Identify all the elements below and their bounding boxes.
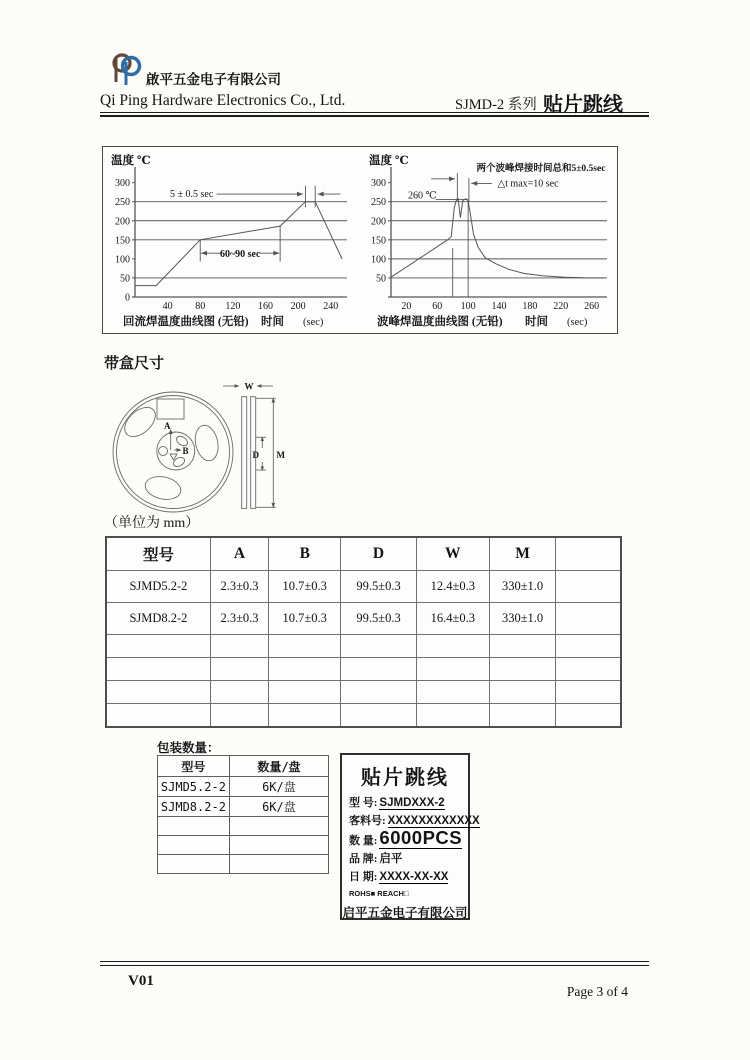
svg-text:时间: 时间 [261,316,284,328]
dimension-table-cell: SJMD8.2-2 [106,603,210,635]
dimension-table-cell [416,635,489,658]
svg-text:两个波峰焊接时间总和5±0.5sec: 两个波峰焊接时间总和5±0.5sec [476,164,606,175]
dimension-table-cell [210,635,268,658]
version-label: V01 [128,973,154,989]
packing-table-header-row [158,756,329,777]
svg-text:40: 40 [162,301,173,312]
packing-section-title: 包装数量： [157,740,220,755]
dimension-table-cell [269,681,341,704]
packing-table-header-cell: 数量/盘 [229,756,328,777]
reel-dim-a-label: A [164,421,171,431]
dimension-table-cell [556,681,621,704]
svg-text:波峰焊温度曲线图 (无铅): 波峰焊温度曲线图 (无铅) [377,316,503,328]
dimension-table-cell [106,704,210,728]
dimension-table-header-cell: M [489,537,555,571]
dimension-table-cell [489,681,555,704]
svg-text:0: 0 [125,292,130,304]
svg-text:200: 200 [115,216,130,228]
dimension-table-cell [210,681,268,704]
dimension-table-cell: SJMD5.2-2 [106,571,210,603]
svg-text:60: 60 [432,301,443,312]
packing-table-cell: 6K/盘 [229,777,328,797]
label-field-row [349,827,463,848]
svg-text:260 ℃: 260 ℃ [407,190,437,202]
svg-text:300: 300 [115,178,130,190]
svg-text:250: 250 [371,197,386,209]
dimension-table-cell [210,658,268,681]
label-field-value: SJMDXXX-2 [379,797,445,809]
reel-dim-m-label: M [276,450,285,460]
dimension-table-cell [341,658,416,681]
dimension-table-cell [416,704,489,728]
packing-table-cell [158,836,230,855]
svg-text:时间: 时间 [525,316,548,328]
dimension-table-cell [269,658,341,681]
dimension-table-header-cell: A [210,537,268,571]
reel-dim-w-label: W [244,381,254,392]
svg-text:(sec): (sec) [567,317,588,328]
dimension-table-cell [106,681,210,704]
dimension-table-cell [556,704,621,728]
dimension-table-cell: 2.3±0.3 [210,571,268,603]
packing-table [157,755,329,874]
svg-text:80: 80 [195,301,206,312]
dimension-table-cell [489,658,555,681]
label-field-key: 客料号: [349,815,386,827]
dimension-table-cell [269,704,341,728]
dimension-table-header-cell: W [416,537,489,571]
dimension-table-cell [556,658,621,681]
reflow-profile-chart [103,149,355,331]
reel-dim-b-label: B [182,446,189,456]
svg-text:100: 100 [460,301,476,312]
dimension-table-row [106,681,621,704]
product-title: 贴片跳线 [543,92,623,116]
label-field-value: XXXX-XX-XX [379,871,449,883]
svg-text:260: 260 [584,301,600,312]
label-field-row [349,795,461,810]
dimension-table-cell [210,704,268,728]
dimension-table-row [106,658,621,681]
svg-text:温度 ℃: 温度 ℃ [111,155,151,167]
svg-text:回流焊温度曲线图 (无铅): 回流焊温度曲线图 (无铅) [123,316,249,328]
dimension-table-header-cell [556,537,621,571]
label-field-value: 6000PCS [379,827,463,848]
label-field-key: 型 号: [349,797,378,809]
svg-text:50: 50 [120,273,130,285]
dimension-table-cell: 330±1.0 [489,603,555,635]
packing-table-row [158,836,329,855]
svg-text:160: 160 [257,301,273,312]
svg-text:120: 120 [225,301,241,312]
svg-text:300: 300 [371,178,386,190]
dimension-table-cell [341,635,416,658]
svg-text:180: 180 [522,301,538,312]
dimension-table-cell [556,571,621,603]
footer-rule [100,961,649,966]
soldering-charts-panel [102,146,618,334]
dimension-table-cell [106,635,210,658]
packing-table-row [158,777,329,797]
dimension-table-cell: 99.5±0.3 [341,571,416,603]
label-company: 启平五金电子有限公司 [342,906,468,920]
label-title: 贴片跳线 [361,767,449,789]
label-field-key: 日 期: [349,871,378,883]
label-field-row [349,869,461,884]
svg-text:5 ± 0.5 sec: 5 ± 0.5 sec [170,189,214,201]
svg-text:150: 150 [371,235,386,247]
packing-table-cell [158,817,230,836]
reel-dimension-drawing [110,378,295,514]
header-rule [100,112,649,117]
section-title-tape-reel: 带盒尺寸 [104,354,165,372]
packing-table-cell [229,836,328,855]
page-number: Page 3 of 4 [566,984,628,999]
dimension-table-cell [416,658,489,681]
series-name: SJMD-2 系列 [455,97,537,113]
packing-table-cell [229,817,328,836]
svg-text:温度 ℃: 温度 ℃ [369,155,409,167]
svg-text:140: 140 [491,301,507,312]
packing-table-cell [229,855,328,874]
label-field-key: 品 牌: [349,853,378,865]
svg-text:150: 150 [115,235,130,247]
svg-text:240: 240 [323,301,339,312]
svg-text:200: 200 [371,216,386,228]
svg-text:(sec): (sec) [303,317,324,328]
company-logo [106,47,146,87]
svg-text:200: 200 [290,301,306,312]
dimension-table-row [106,635,621,658]
label-field-row [349,851,461,866]
dimension-table-cell: 12.4±0.3 [416,571,489,603]
svg-text:100: 100 [371,254,386,266]
packing-table-cell: 6K/盘 [229,797,328,817]
dimension-table-cell: 16.4±0.3 [416,603,489,635]
packing-table-cell [158,855,230,874]
dimension-table-cell [341,681,416,704]
svg-text:△t max=10 sec: △t max=10 sec [497,178,559,190]
dimension-table-row [106,571,621,603]
label-field-value: XXXXXXXXXXXX [387,815,480,827]
dimension-table-cell [489,635,555,658]
dimension-table-header-cell: D [341,537,416,571]
svg-text:220: 220 [553,301,569,312]
svg-text:250: 250 [115,197,130,209]
dimension-table-cell: 10.7±0.3 [269,603,341,635]
dimension-table-row [106,704,621,728]
dimension-table-header-cell: B [269,537,341,571]
packing-table-cell: SJMD5.2-2 [158,777,230,797]
dimension-table-header-row [106,537,621,571]
packing-table-row [158,797,329,817]
dimension-table-cell [341,704,416,728]
dimension-table-cell: 99.5±0.3 [341,603,416,635]
svg-text:20: 20 [401,301,412,312]
label-field-row [349,813,480,828]
company-name-cn: 啟平五金电子有限公司 [146,72,281,88]
dimension-table-header-cell: 型号 [106,537,210,571]
label-field-value: 启平 [379,853,403,865]
svg-text:100: 100 [115,254,130,266]
dimension-table-cell: 330±1.0 [489,571,555,603]
reel-dim-d-label: D [252,450,259,460]
dimension-table-row [106,603,621,635]
dimension-table-cell [556,603,621,635]
label-compliance: ROHS■ REACH□ [349,889,409,898]
packing-table-cell: SJMD8.2-2 [158,797,230,817]
wave-profile-chart [361,149,613,331]
dimension-table-cell [489,704,555,728]
dimension-table-cell [269,635,341,658]
label-field-key: 数 量: [349,835,378,847]
dimension-table-cell [556,635,621,658]
unit-note: （单位为 mm） [104,516,200,531]
label-fields [342,790,480,884]
svg-text:60~90 sec: 60~90 sec [219,248,261,260]
dimension-table-cell [416,681,489,704]
packing-table-header-cell: 型号 [158,756,230,777]
packing-table-row [158,817,329,836]
dimension-table-cell: 10.7±0.3 [269,571,341,603]
dimension-table-cell [106,658,210,681]
dimension-table [105,536,622,728]
svg-text:50: 50 [376,273,386,285]
dimension-table-cell: 2.3±0.3 [210,603,268,635]
company-name-en: Qi Ping Hardware Electronics Co., Ltd. [100,92,346,109]
product-label-card [340,753,480,920]
packing-table-row [158,855,329,874]
